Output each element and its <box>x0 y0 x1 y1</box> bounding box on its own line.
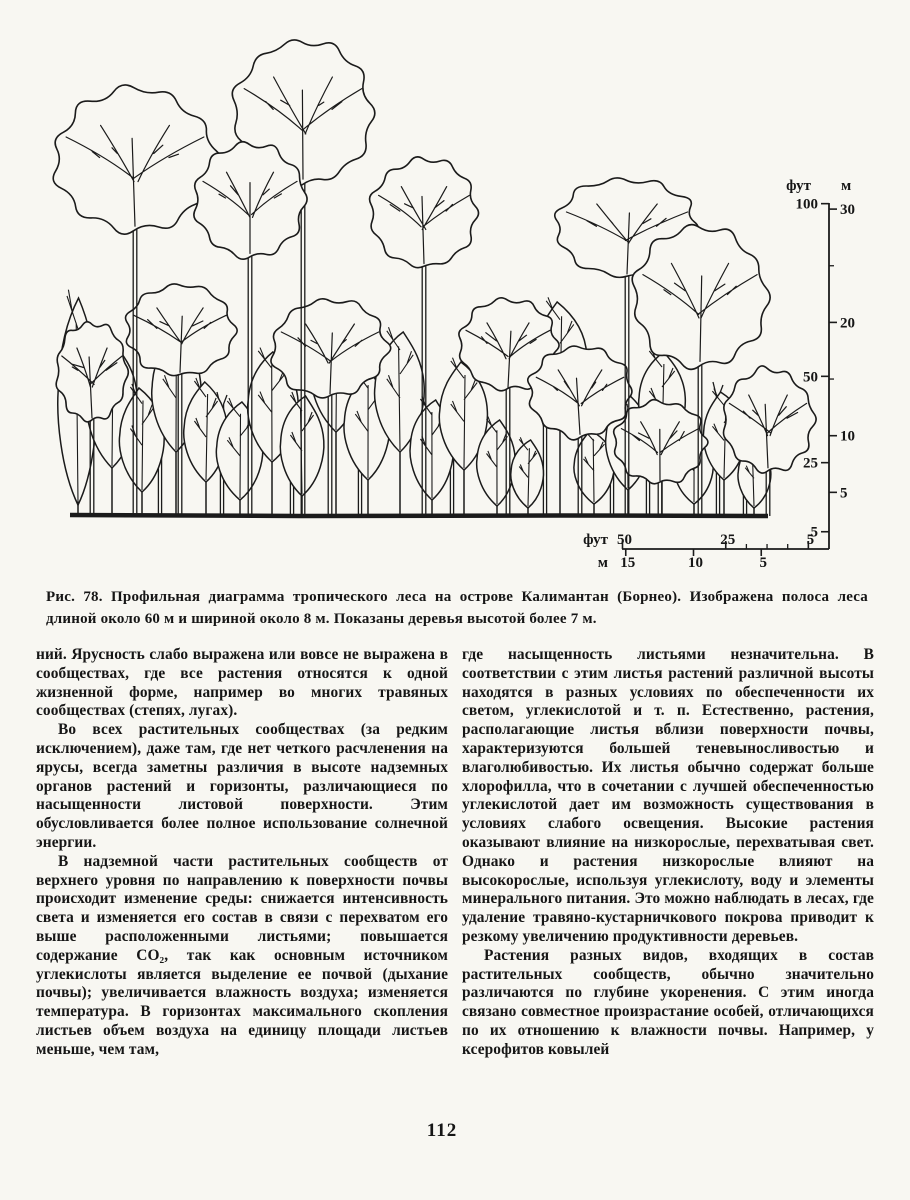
forest-figure-svg <box>0 0 910 580</box>
axis-label: 10 <box>840 428 855 445</box>
axis-label: 25 <box>803 455 818 472</box>
paragraph: Растения разных видов, входящих в состав растительных сообществ, обычно значительно различаются по глубине укоренения. С этим иногда связано совместное произрастание особей, отличающихся по их отношению к влажности почвы. Например, у ксерофитов ковылей <box>462 946 874 1058</box>
axis-label: 5 <box>840 485 848 502</box>
axis-label: 5 <box>759 555 767 571</box>
axis-label: 5 <box>806 532 815 548</box>
axis-label: 25 <box>720 532 736 548</box>
forest-profile-figure <box>0 0 910 580</box>
understory-tree <box>511 437 544 516</box>
axis-label: 10 <box>688 555 703 571</box>
ground-line <box>70 515 768 516</box>
page-number: 112 <box>426 1120 458 1141</box>
right-column <box>462 646 874 1060</box>
paragraph: Во всех растительных сообществах (за редким исключением), даже там, где нет четкого расчленения на ярусы, всегда заметны различия в высоте надземных органов растений и горизонты, различающиеся по насыщенности листовой поверхности. Этим обусловливается более полное использование солнечной энергии. <box>36 721 448 851</box>
axis-label: 30 <box>840 202 855 219</box>
vertical-scale <box>786 178 855 549</box>
axis-label: 50 <box>616 532 632 548</box>
paragraph: ний. Ярусность слабо выражена или вовсе не выражена в сообществах, где все растения относятся к одной жизненной форме, например во многих травяных сообществах (степях, лугах). <box>36 646 448 720</box>
figure-caption: Рис. 78. Профильная диаграмма тропического леса на острове Калимантан (Борнео). Изображена полоса леса длиной около 60 м и шириной около 8 м. Показаны деревья высотой более 7 м. <box>46 589 868 627</box>
axis-label: 5 <box>810 524 818 541</box>
axis-label: 50 <box>803 369 818 386</box>
paragraph: где насыщенность листьями незначительна. В соответствии с этим листья растений различной высоты находятся в разных условиях по обеспеченности их светом, углекислотой и т. п. Естественно, растения, располагающие листья вблизи поверхности почвы, характеризуются большей теневыносливостью и влаголюбивостью. Их листья обычно содержат больше хлорофилла, что в сочетании с лучшей обеспеченностью углекислотой дает им возможность существования в условиях слабого освещения. Высокие растения оказывают влияние на низкорослые, перехватывая свет. Однако и растения низкорослые влияют на высокорослые, используя углекислоту, воду и элементы минерального питания. Это можно наблюдать в лесах, где удаление травяно-кустарничкового покрова приводит к резкому увеличению продуктивности деревьев. <box>462 646 874 945</box>
axis-label: 20 <box>840 315 855 332</box>
axis-label: фут <box>786 178 811 194</box>
axis-label: м <box>597 555 608 571</box>
axis-label: 15 <box>620 555 636 571</box>
tree-crown <box>511 440 544 508</box>
paragraph: В надземной части растительных сообществ от верхнего уровня по направлению к поверхности почвы происходит изменение среды: снижается интенсивность света и изменяется его состав в связи с перехватом его выше расположенными листьями; повышается содержание CO₂, так как основным источником углекислоты является выделение ее почвой (дыхание почвы); увеличивается влажность воздуха; изменяется температура. В горизонтах максимального скопления листьев объем воздуха на единицу площади листьев меньше, чем там, <box>36 852 448 1058</box>
canopy-tree <box>723 366 816 516</box>
axis-label: м <box>841 178 852 194</box>
axis-label: фут <box>583 532 608 548</box>
body-text <box>36 646 874 1060</box>
axis-label: 100 <box>795 196 818 213</box>
left-column <box>36 646 448 1060</box>
horizontal-scale <box>583 532 829 571</box>
